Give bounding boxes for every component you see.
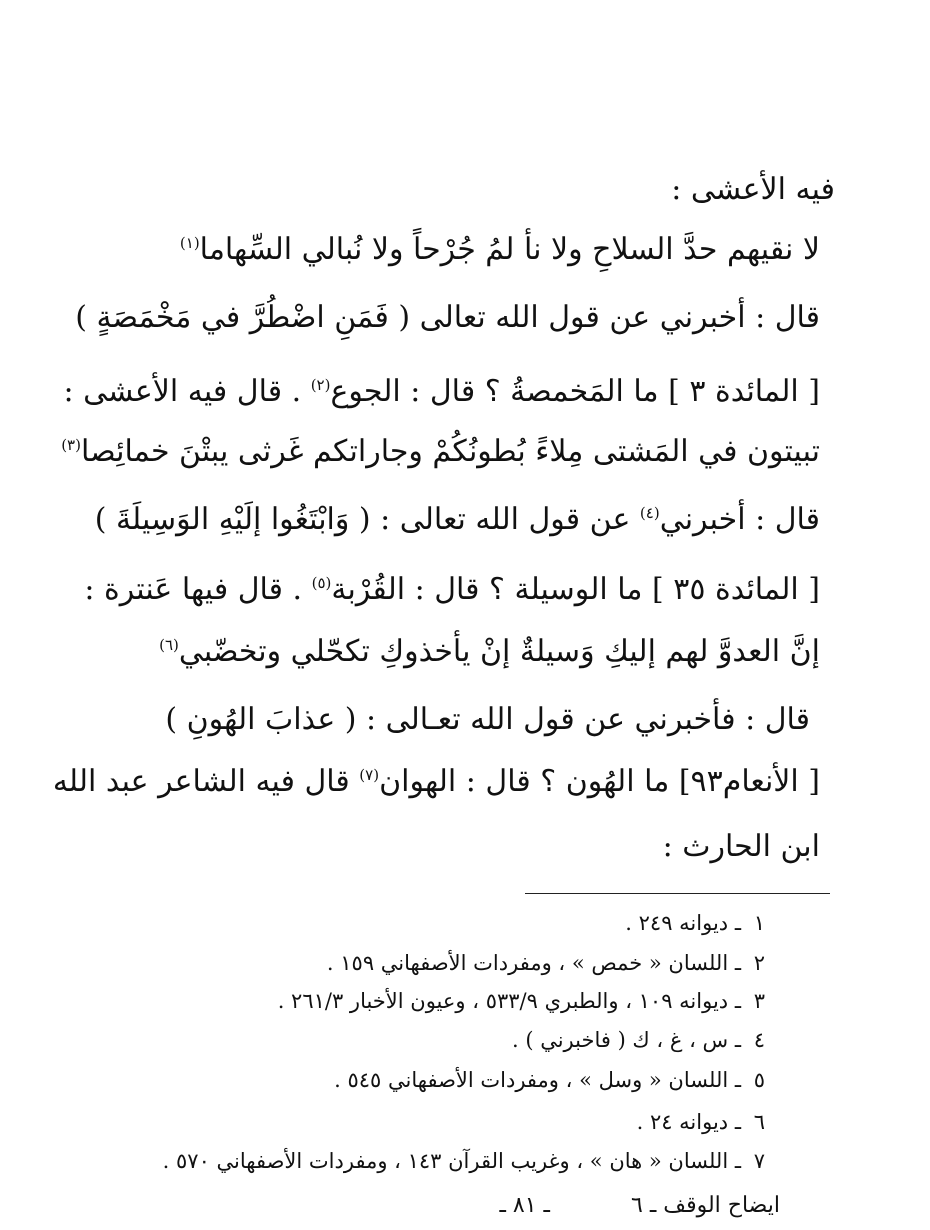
footnote-text: ـ ديوانه ٢٤٩ .: [625, 911, 741, 935]
body-line-10: [53, 762, 820, 802]
body-line-11: [663, 827, 820, 867]
line-text: قال : فأخبرني عن قول الله تعـالى : ( عذابَ الهُونِ ): [165, 702, 810, 737]
footnote-number: ٦: [753, 1110, 765, 1134]
body-line-4: [63, 372, 820, 412]
footnote-number: ٤: [753, 1028, 765, 1052]
footnote-ref: (٦): [159, 636, 179, 654]
footnote-number: ٧: [753, 1149, 765, 1173]
footnote-7: [163, 1146, 765, 1176]
footnote-ref: (٢): [310, 376, 331, 394]
line-text: قال : أخبرني عن قول الله تعالى ( فَمَنِ اضْطُرَّ في مَخْمَصَةٍ ): [75, 300, 820, 335]
footnote-text: ـ س ، غ ، ك ( فاخبرني ) .: [511, 1028, 741, 1052]
body-line-6: [95, 500, 820, 540]
line-text-after: . قال فيها عَنترة :: [84, 572, 312, 607]
footnote-ref: (١): [179, 234, 200, 252]
footnote-text: ـ ديوانه ٢٤ .: [636, 1110, 741, 1134]
footer-signature: ايضاح الوقف ـ ٦: [631, 1193, 780, 1218]
footnote-text: ـ اللسان « هان » ، وغريب القرآن ١٤٣ ، ومفردات الأصفهاني ٥٧٠ .: [162, 1149, 741, 1173]
footnote-text: ـ اللسان « خمص » ، ومفردات الأصفهاني ١٥٩ .: [326, 951, 741, 975]
line-text: إنَّ العدوَّ لهم إليكِ وَسيلةٌ إنْ يأخذوكِ تكحّلي وتخضّبي: [178, 634, 820, 669]
verse-line-3: [159, 632, 820, 672]
body-line-1: [671, 170, 835, 210]
footnote-6: [637, 1107, 765, 1137]
body-line-7: [84, 570, 820, 610]
line-text: [ المائدة ٣ ] ما المَخمصةُ ؟ قال : الجوع: [330, 374, 820, 409]
footnote-text: ـ ديوانه ١٠٩ ، والطبري ٥٣٣/٩ ، وعيون الأخبار ٢٦١/٣ .: [277, 989, 741, 1013]
line-text: [ الأنعام٩٣] ما الهُون ؟ قال : الهوان: [379, 764, 820, 799]
body-line-9: [165, 700, 810, 740]
line-text: [ المائدة ٣٥ ] ما الوسيلة ؟ قال : القُرْبة: [331, 572, 820, 607]
footnote-1: [625, 908, 765, 938]
footnote-3: [278, 986, 765, 1016]
footnote-number: ٣: [753, 989, 765, 1013]
footnote-number: ٥: [753, 1068, 765, 1092]
footnote-text: ـ اللسان « وسل » ، ومفردات الأصفهاني ٥٤٥ .: [334, 1068, 741, 1092]
body-line-3: [75, 298, 820, 338]
footnote-4: [512, 1025, 765, 1055]
footnote-divider: [525, 893, 830, 894]
footnote-number: ٢: [753, 951, 765, 975]
line-text: تبيتون في المَشتى مِلاءً بُطونُكُمْ وجاراتكم غَرثى يبتْنَ خمائِصا: [80, 434, 820, 469]
line-text: قال : أخبرني: [659, 502, 820, 537]
footnote-ref: (٧): [359, 766, 380, 784]
verse-line-2: [61, 432, 820, 472]
footnote-number: ١: [753, 911, 765, 935]
footnote-ref: (٥): [311, 574, 332, 592]
line-text: لا نقيهم حدَّ السلاحِ ولا نأ لمُ جُرْحاً ولا نُبالي السِّهاما: [199, 232, 820, 267]
line-text-after: قال فيه الشاعر عبد الله: [52, 764, 360, 799]
footnote-2: [327, 948, 765, 978]
page-number: ـ ٨١ ـ: [499, 1193, 550, 1218]
line-text-after: . قال فيه الأعشى :: [63, 374, 311, 409]
footnote-ref: (٣): [61, 436, 81, 454]
line-text: ابن الحارث :: [662, 829, 820, 864]
footnote-5: [334, 1065, 765, 1095]
verse-line-1: [180, 230, 820, 270]
line-text: فيه الأعشى :: [671, 172, 835, 207]
line-text-after: عن قول الله تعالى : ( وَابْتَغُوا إلَيْهِ الوَسِيلَةَ ): [94, 502, 640, 537]
footnote-ref: (٤): [639, 504, 660, 522]
